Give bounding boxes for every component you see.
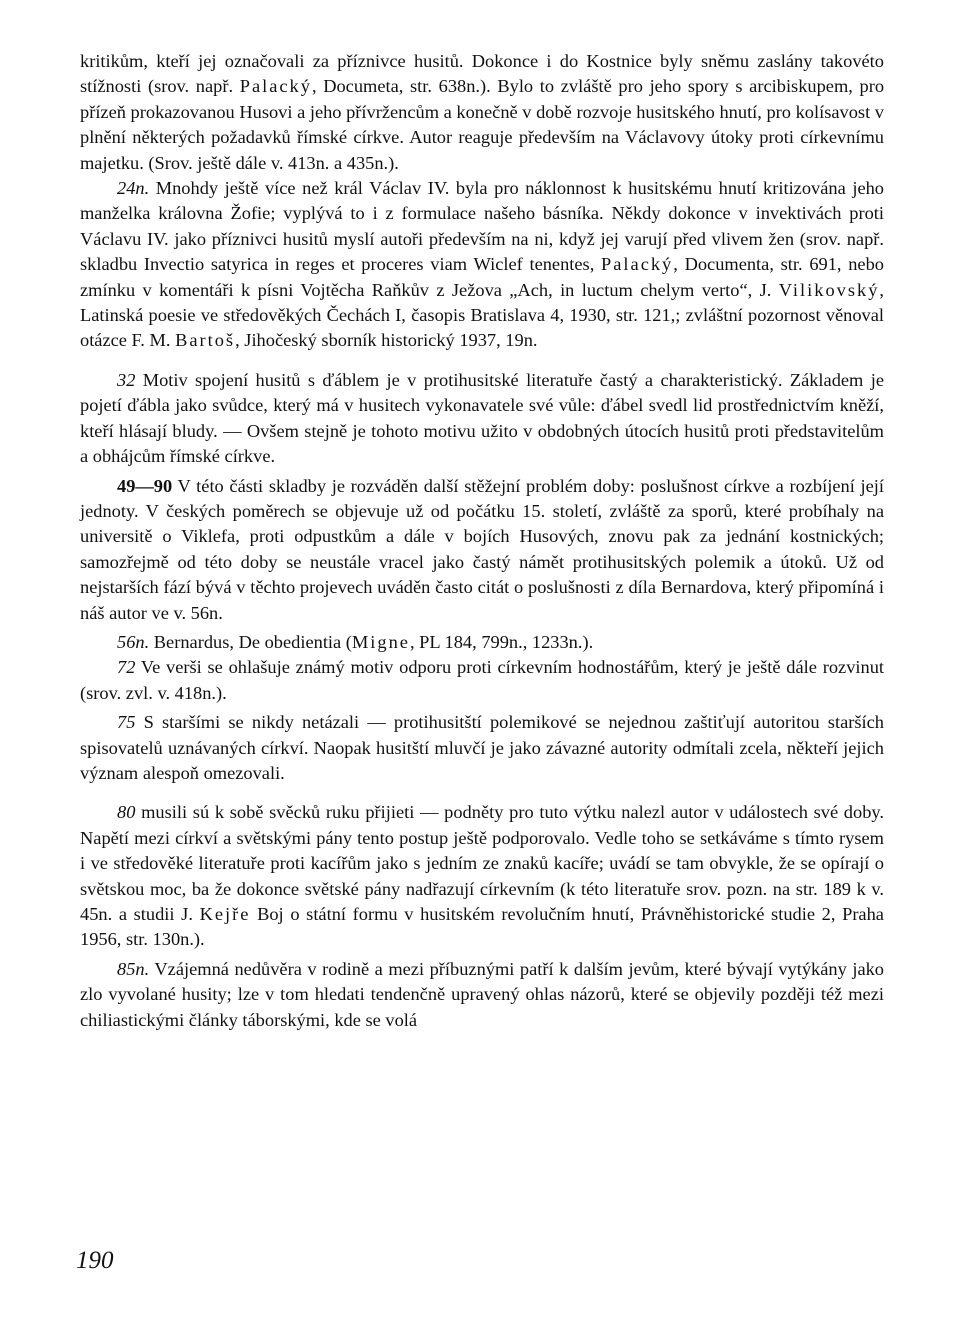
note-text: Jihočeský sborník historický bbox=[244, 330, 455, 351]
note-label: 80 bbox=[117, 802, 136, 823]
note-text: 1937, 19n. bbox=[454, 330, 538, 351]
note-text: , str. 691, nebo zmínku v komentáři k písni Vojtěcha Raňkův z Ježova „Ach, in luctum chelym verto“, J. bbox=[80, 254, 884, 300]
note-text: Palacký bbox=[239, 76, 312, 97]
note-text: kritikům, kteří jej označovali za příznivce husitů. Dokonce i do Kostnice byly sněmu zaslány takovéto stížnosti (srov. např. bbox=[80, 51, 884, 97]
note-72 bbox=[80, 655, 884, 706]
note-32 bbox=[80, 368, 884, 470]
note-paragraph bbox=[80, 49, 884, 176]
note-label: 72 bbox=[117, 657, 136, 678]
note-75 bbox=[80, 710, 884, 786]
note-text: , bbox=[879, 279, 884, 300]
note-text: Latinská poesie ve středověkých Čechách bbox=[80, 305, 390, 326]
note-text: , str. 638n.). Bylo to zvláště pro jeho spory s arcibiskupem, pro přízeň prokazovanou Husovi a jeho přívržencům a konečně v době rozvoje husitského hnutí, pro kolísavost v plnění některých požadavků římské církve. Autor reaguje především na Václavovy útoky proti církevnímu majetku. (Srov. ještě dále v. 413n. a 435n.). bbox=[80, 76, 885, 173]
note-text: Palacký bbox=[601, 254, 674, 275]
note-text: musili sú k sobě svěcků ruku přijieti bbox=[141, 802, 415, 823]
note-text: Kejře bbox=[199, 904, 251, 924]
note-label: 24n. bbox=[117, 178, 150, 199]
note-56n bbox=[80, 630, 884, 655]
note-label: 75 bbox=[117, 712, 136, 733]
note-label: 32 bbox=[117, 369, 136, 390]
note-text: S staršími se nikdy netázali bbox=[143, 712, 360, 733]
note-text: Bartoš bbox=[175, 330, 236, 351]
note-text: , bbox=[235, 330, 245, 351]
note-text: I, časopis Bratislava 4, 1930, str. 121,; zvláštní pozornost věnoval otázce F. M. bbox=[80, 305, 884, 351]
page-number: 190 bbox=[76, 1247, 114, 1274]
note-text: , bbox=[673, 254, 685, 275]
note-85n bbox=[80, 957, 884, 1033]
note-text: Bernardus, De obedientia ( bbox=[149, 631, 352, 652]
note-text: Vzájemná nedůvěra v rodině a mezi příbuznými patří k dalším jevům, které bývají vytýkány jako zlo vyvolané husity; lze v tom hledati tendenčně upravený ohlas názorů, které se objevily později též mezi chiliastickými články táborskými, kde se volá bbox=[80, 958, 884, 1030]
note-text: , bbox=[409, 631, 420, 652]
note-24n bbox=[80, 176, 884, 354]
note-text: V této části skladby je rozváděn další stěžejní problém doby: poslušnost církve a rozbíjení její jednoty. V českých poměrech se objevuje už od počátku 15. století, zvláště za sporů, které probíhaly na universitě o Viklefa, proti odpustkům a dále v bojích Husových, znovu pak za jednání kostnických; samozřejmě od této doby se neustále vracel jako častý námět protihusitských polemik a útoků. Už od nejstarších fází bývá v těchto projevech uváděn často citát o poslušnosti z díla Bernardova, který připomíná i náš autor ve v. 56n. bbox=[80, 475, 884, 623]
notes-body bbox=[80, 49, 884, 1033]
note-text: , bbox=[311, 76, 324, 97]
note-text: Documenta bbox=[684, 254, 770, 275]
note-text: Migne bbox=[351, 631, 410, 652]
note-text: — protihusitští polemikové se nejednou zaštiťují autoritou starších spisovatelů uznávaných církví. Naopak husitští mluvčí je jako závazné autority odmítali zcela, někteří jejich význam alespoň omezovali. bbox=[80, 712, 884, 783]
note-text: Boj o státní formu v husitském revolučním hnutí bbox=[257, 904, 630, 924]
note-text bbox=[135, 712, 143, 732]
note-text: Vilikovský bbox=[778, 279, 880, 300]
note-text: 184, 799n., 1233n.). bbox=[439, 631, 594, 652]
note-text: PL bbox=[419, 631, 440, 652]
note-text: Documeta bbox=[323, 76, 399, 97]
note-text: — podněty pro tuto výtku nalezl autor v událostech své doby. Napětí mezi církví a světskými pány tento postup ještě podporovalo. Vedle toho se setkáváme s tímto rysem i ve středověké literatuře proti kacířům jako s jedním ze znaků kacíře; uvádí se tam obvykle, že se opírají o světskou moc, ba že dokonce světské pány nadřazují církevním (k této literatuře srov. pozn. na str. 189 k v. 45n. a studii J. bbox=[80, 802, 884, 924]
note-text: , Právněhistorické studie 2, Praha 1956, str. 130n.). bbox=[80, 904, 884, 950]
note-49-90 bbox=[80, 474, 884, 626]
note-text: Mnohdy ještě více než král Václav IV. byla pro náklonnost k husitskému hnutí kritizována jeho manželka královna Žofie; vyplývá to i z formulace našeho básníka. Někdy dokonce v invektivách proti Václavu IV. jako příznivci husitů myslí autoři především na ni, když jej varují před vlivem žen (srov. např. skladbu Invectio satyrica in reges et proceres viam Wiclef tenentes, bbox=[80, 178, 884, 275]
note-label: 85n. bbox=[117, 958, 150, 979]
note-text: Motiv spojení husitů s ďáblem je v protihusitské literatuře častý a charakteristický. Základem je pojetí ďábla jako svůdce, který má v husitech vykonavatele své vůle: ďábel svedl lid prostřednictvím kněží, kteří hlásají bludy. — Ovšem stejně je tohoto motivu užito v obdobných útocích husitů proti představitelům a obhájcům římské církve. bbox=[80, 369, 884, 467]
note-label: 56n. bbox=[117, 631, 150, 652]
note-text: Ve verši se ohlašuje známý motiv odporu proti církevním hodnostářům, který je ještě dále rozvinut (srov. zvl. v. 418n.). bbox=[80, 657, 884, 703]
note-80 bbox=[80, 800, 884, 952]
note-label: 49—90 bbox=[117, 475, 173, 496]
